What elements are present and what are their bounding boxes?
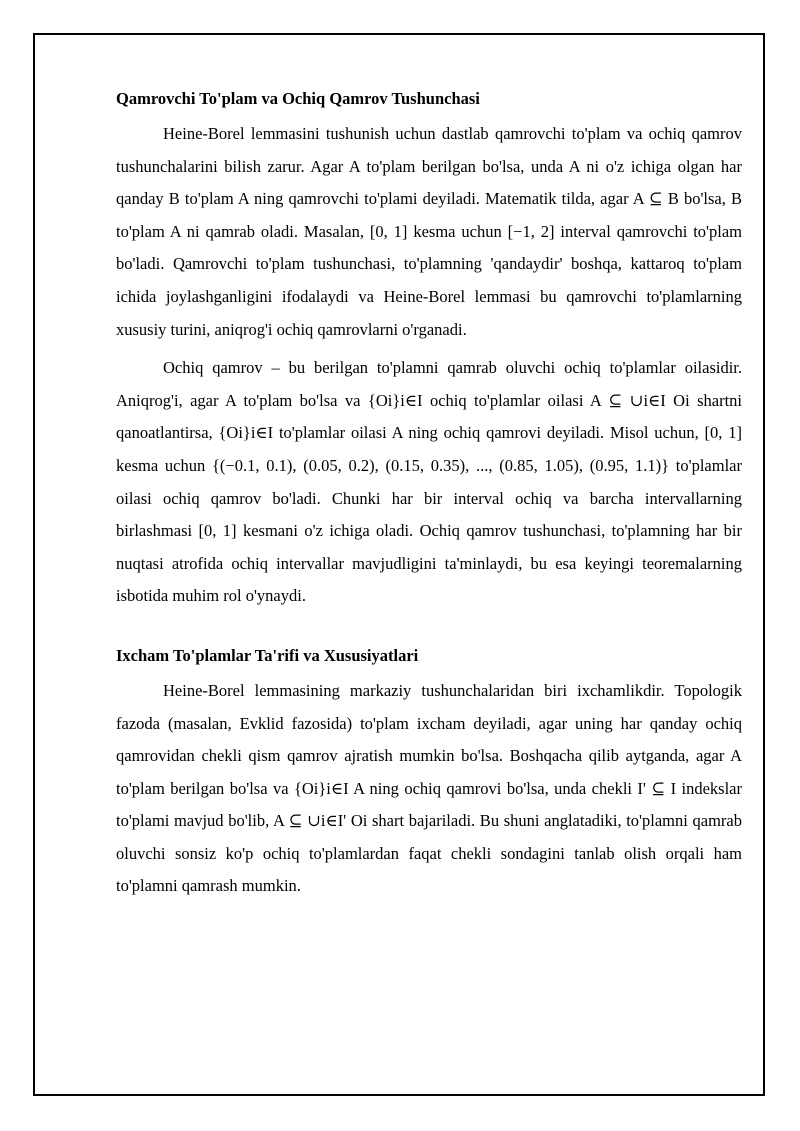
paragraph-covering-set: Heine-Borel lemmasini tushunish uchun dastlab qamrovchi to'plam va ochiq qamrov tushunchalarini bilish zarur. Agar A to'plam berilgan bo'lsa, unda A ni o'z ichiga olgan har qanday B to'plam A ning qamrovchi to'plami deyiladi. Matematik tilda, agar A ⊆ B bo'lsa, B to'plam A ni qamrab oladi. Masalan, [0, 1] kesma uchun [−1, 2] interval qamrovchi to'plam bo'ladi. Qamrovchi to'plam tushunchasi, to'plamning 'qandaydir' boshqa, kattaroq to'plam ichida joylashganligini ifodalaydi va Heine-Borel lemmasi bu qamrovchi to'plamlarning xususiy turini, aniqrog'i ochiq qamrovlarni o'rganadi.	[116, 124, 742, 339]
document-body	[116, 84, 742, 903]
paragraph-compactness: Heine-Borel lemmasining markaziy tushunchalaridan biri ixchamlikdir. Topologik fazoda (masalan, Evklid fazosida) to'plam ixcham deyiladi, agar uning har qanday ochiq qamrovidan chekli qism qamrov ajratish mumkin bo'lsa. Boshqacha qilib aytganda, agar A to'plam berilgan bo'lsa va {Oi}i∈I A ning ochiq qamrovi bo'lsa, unda chekli I' ⊆ I indekslar to'plami mavjud bo'lib, A ⊆ ∪i∈I' Oi shart bajariladi. Bu shuni anglatadiki, to'plamni qamrab oluvchi sonsiz ko'p ochiq to'plamlardan faqat chekli sondagini tanlab olish orqali ham to'plamni qamrash mumkin.	[116, 680, 742, 896]
section-heading-compact-sets: Ixcham To'plamlar Ta'rifi va Xususiyatlari	[116, 645, 419, 665]
section-spacer	[116, 613, 742, 641]
paragraph-open-cover: Ochiq qamrov – bu berilgan to'plamni qamrab oluvchi ochiq to'plamlar oilasidir. Aniqrog'i, agar A to'plam bo'lsa va {Oi}i∈I ochiq to'plamlar oilasi A ⊆ ∪i∈I Oi shartni qanoatlantirsa, {Oi}i∈I to'plamlar oilasi A ning ochiq qamrovi deyiladi. Misol uchun, [0, 1] kesma uchun {(−0.1, 0.1), (0.05, 0.2), (0.15, 0.35), ..., (0.85, 1.05), (0.95, 1.1)} to'plamlar oilasi ochiq qamrov bo'ladi. Chunki har bir interval ochiq va barcha intervallarning birlashmasi [0, 1] kesmani o'z ichiga oladi. Ochiq qamrov tushunchasi, to'plamning har bir nuqtasi atrofida ochiq intervallar mavjudligini ta'minlaydi, bu esa keyingi teoremalarning isbotida muhim rol o'ynaydi.	[116, 358, 742, 606]
section-heading-covering-sets: Qamrovchi To'plam va Ochiq Qamrov Tushunchasi	[116, 89, 480, 108]
